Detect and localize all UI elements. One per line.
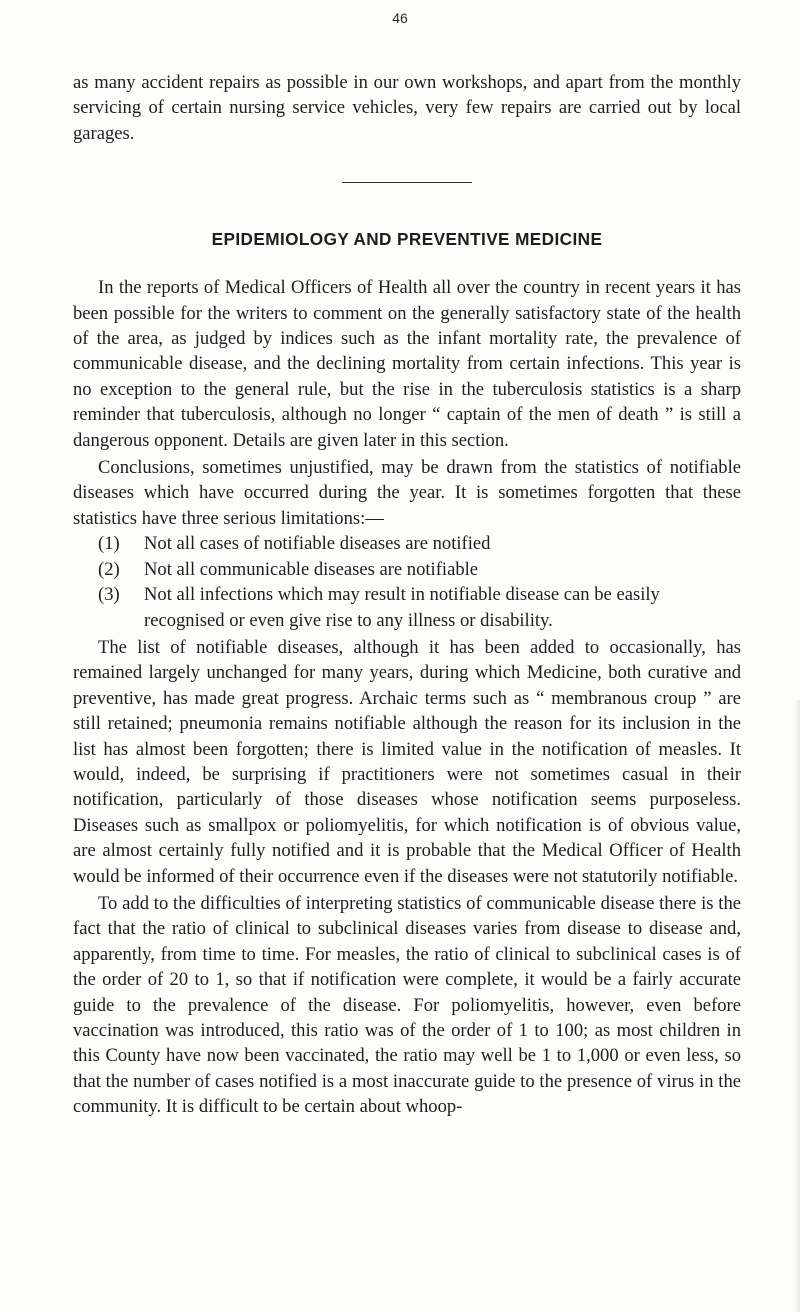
page-edge-shadow — [794, 700, 800, 1312]
list-item — [73, 582, 741, 633]
paragraph-health-reports: In the reports of Medical Officers of Health all over the country in recent years it has been possible for the writers to comment on the generally satisfactory state of the health of the area, as judged by indices such as the infant mortality rate, the prevalence of communicable disease, and the declining mortality from certain infections. This year is no exception to the general rule, but the rise in the tuberculosis statistics is a sharp reminder that tuberculosis, although no longer “ captain of the men of death ” is still a dangerous opponent. Details are given later in this section. — [73, 277, 741, 451]
paragraph-clinical-ratio: To add to the difficulties of interpreting statistics of communicable disease there is the fact that the ratio of clinical to subclinical diseases varies from disease to disease and, apparently, from time to time. For measles, the ratio of clinical to subclinical cases is of the order of 20 to 1, so that if notification were complete, it would be a fairly accurate guide to the prevalence of the disease. For poliomyelitis, however, even before vaccination was introduced, this ratio was of the order of 1 to 100; as most children in this County have now been vaccinated, the ratio may well be 1 to 1,000 or even less, so that the number of cases notified is a most inaccurate guide to the presence of virus in the community. It is difficult to be certain about whoop- — [73, 892, 741, 1118]
list-item — [73, 557, 741, 582]
list-item-text: Not all infections which may result in notifiable disease can be easily recognised or even give rise to any illness or disability. — [144, 584, 660, 631]
list-item-number: (2) — [98, 558, 120, 580]
page-number: 46 — [392, 10, 408, 26]
list-item-text: Not all communicable diseases are notifiable — [144, 558, 479, 580]
section-heading: EPIDEMIOLOGY AND PREVENTIVE MEDICINE — [211, 229, 603, 250]
section-divider — [342, 182, 472, 183]
list-item — [73, 531, 741, 556]
page-body — [73, 70, 741, 1120]
paragraph-notifiable-list: The list of notifiable diseases, although it has been added to occasionally, has remained largely unchanged for many years, during which Medicine, both curative and preventive, has made great progress. Archaic terms such as “ membranous croup ” are still retained; pneumonia remains notifiable although the reason for its inclusion in the list has almost been forgotten; there is limited value in the notification of measles. It would, indeed, be surprising if practitioners were not sometimes casual in their notification, particularly of those diseases whose notification seems purposeless. Diseases such as smallpox or poliomyelitis, for which notification is of obvious value, are almost certainly fully notified and it is probable that the Medical Officer of Health would be informed of their occurrence even if the diseases were not statutorily notifiable. — [73, 636, 741, 887]
paragraph-conclusions: Conclusions, sometimes unjustified, may be drawn from the statistics of notifiable diseases which have occurred during the year. It is sometimes forgotten that these statistics have three serious limitations:— — [73, 457, 741, 529]
list-item-number: (3) — [98, 584, 120, 606]
list-item-text: Not all cases of notifiable diseases are notified — [144, 533, 491, 555]
intro-paragraph: as many accident repairs as possible in our own workshops, and apart from the monthly servicing of certain nursing service vehicles, very few repairs are carried out by local garages. — [73, 72, 741, 144]
limitations-list — [73, 531, 741, 633]
list-item-number: (1) — [98, 533, 120, 555]
